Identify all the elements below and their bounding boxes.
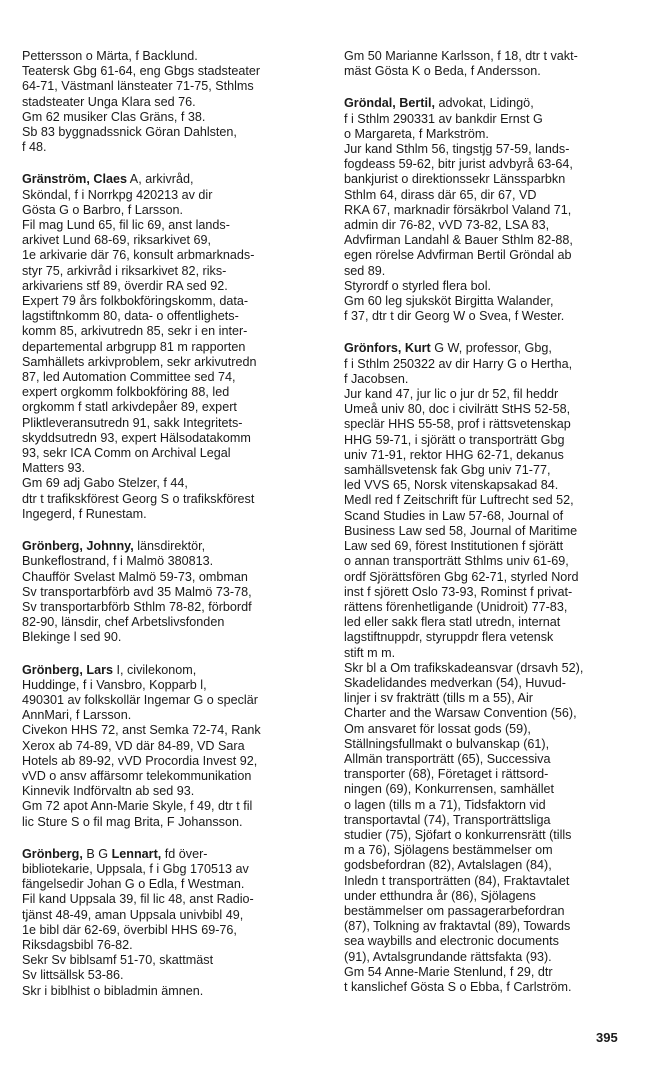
text-line: Allmän transporträtt (65), Successiva [344,751,551,766]
text-line: arkivariens stf 89, överdir RA sed 92. [22,278,228,293]
text-line: Riksdagsbibl 76-82. [22,937,133,952]
text-line: AnnMari, f Larsson. [22,708,132,723]
text-line: 1e bibl där 62-69, överbibl HHS 69-76, [22,922,237,937]
text-line: Inledn t transporträtten (84), Fraktavtalet [344,873,570,888]
text-line: dtr t trafikskförest Georg S o trafikskförest [22,491,255,506]
text-line: Gm 69 adj Gabo Stelzer, f 44, [22,476,188,491]
text-line: t kanslichef Gösta S o Ebba, f Carlström. [344,979,572,994]
text-line: RKA 67, marknadir försäkrbol Valand 71, [344,202,572,217]
entry-gronfors-kurt [344,341,630,995]
text-line: tjänst 48-49, aman Uppsala univbibl 49, [22,907,244,922]
entry-heading [22,663,308,678]
text-line: Kinnevik Indförvaltn ab sed 93. [22,784,195,799]
entry-heading-rest: fd över- [161,846,208,861]
entry-heading-rest: länsdirektör, [133,539,206,554]
text-line: Sthlm 64, dirass där 65, dir 67, VD [344,187,537,202]
text-line: Fil mag Lund 65, fil lic 69, anst lands- [22,218,230,233]
entry-text [22,847,308,999]
text-line: Sv transportarbförb avd 35 Malmö 73-78, [22,584,252,599]
entry-heading-rest: G W, professor, Gbg, [430,341,552,356]
entry-gronberg-lennart [22,847,308,999]
text-line: (91), Avtalsgrundande rättsfakta (93). [344,949,552,964]
text-line: led VVS 65, Norsk vitenskapsakad 84. [344,478,559,493]
text-line: fogdeass 59-62, bitr jurist advbyrå 63-64, [344,157,573,172]
entry-continuation-pettersson [22,49,308,155]
text-line: Law sed 69, förest Institutionen f sjörätt [344,539,564,554]
text-line: Gm 60 leg sjuksköt Birgitta Walander, [344,294,554,309]
text-line: bibliotekarie, Uppsala, f i Gbg 170513 av [22,861,249,876]
text-line: skyddsutredn 93, expert Hälsodatakomm [22,430,251,445]
entry-text [344,49,630,79]
text-line: expert orgkomm folkbokföring 88, led [22,385,230,400]
text-line: o Margareta, f Markström. [344,126,489,141]
entry-heading [22,172,308,187]
entry-heading-rest: advokat, Lidingö, [434,96,534,111]
entry-name: Grönberg, Lars [22,662,113,677]
text-line: ordf Sjörättsfören Gbg 62-71, styrled Nord [344,569,579,584]
text-line: Civekon HHS 72, anst Semka 72-74, Rank [22,723,261,738]
text-line: godsbefordran (82), Avtalslagen (84), [344,858,552,873]
text-line: 87, led Automation Committee sed 74, [22,370,236,385]
text-line: lic Sture S o fil mag Brita, F Johansson. [22,814,243,829]
text-line: Skadelidandes medverkan (54), Huvud- [344,675,566,690]
text-line: f 37, dtr t dir Georg W o Svea, f Wester. [344,309,565,324]
entry-heading-rest: I, civilekonom, [112,662,197,677]
text-line: Charter and the Warsaw Convention (56), [344,706,577,721]
text-line: Scand Studies in Law 57-68, Journal of [344,508,564,523]
text-line: Umeå univ 80, doc i civilrätt StHS 52-58, [344,402,571,417]
text-line: Ställningsfullmakt o bulvanskap (61), [344,736,550,751]
entry-heading [22,539,308,554]
text-line: egen rörelse Advfirman Bertil Gröndal ab [344,248,572,263]
text-line: Blekinge l sed 90. [22,630,122,645]
text-line: lagstiftnkomm 80, data- o offentlighets- [22,309,239,324]
text-line: fängelsedir Johan G o Edla, f Westman. [22,877,245,892]
text-line: Fil kand Uppsala 39, fil lic 48, anst Radio- [22,892,254,907]
entry-text [22,49,308,155]
text-line: f i Sthlm 290331 av bankdir Ernst G [344,111,543,126]
text-line: Om ansvaret för lossat gods (59), [344,721,531,736]
entry-heading [344,341,630,356]
text-line: speclär HHS 55-58, prof i rättsvetenskap [344,417,571,432]
entry-heading-rest: A, arkivråd, [127,172,194,187]
entry-text [22,663,308,830]
text-line: HHG 59-71, i sjörätt o transporträtt Gbg [344,432,565,447]
text-line: Sv littsällsk 53-86. [22,968,124,983]
entry-text [344,341,630,995]
text-line: sed 89. [344,263,386,278]
text-line: arkivet Lund 68-69, riksarkivet 69, [22,233,211,248]
entry-name: Grönberg, Johnny, [22,539,134,554]
text-line: o lagen (tills m a 71), Tidsfaktorn vid [344,797,546,812]
text-line: Gm 54 Anne-Marie Stenlund, f 29, dtr [344,964,553,979]
text-line: 64-71, Västmanl länsteater 71-75, Sthlms [22,79,254,94]
text-line: Jur kand 47, jur lic o jur dr 52, fil heddr [344,387,559,402]
text-line: f 48. [22,140,47,155]
text-line: transporter (68), Företaget i rättsord- [344,767,549,782]
entry-name: Grönfors, Kurt [344,341,431,356]
text-line: komm 85, arkivutredn 85, sekr i en inter- [22,324,248,339]
entry-granstrom-claes [22,172,308,522]
text-line: Styrordf o styrled flera bol. [344,278,491,293]
text-line: linjer i sv frakträtt (tills m a 55), Air [344,691,533,706]
text-line: Xerox ab 74-89, VD där 84-89, VD Sara [22,738,245,753]
text-line: Matters 93. [22,461,85,476]
text-line: bestämmelser om passagerarbefordran [344,903,565,918]
text-line: ningen (69), Konkurrensen, samhället [344,782,555,797]
text-line: stadsteater Unga Klara sed 76. [22,94,196,109]
text-line: Sb 83 byggnadssnick Göran Dahlsten, [22,125,237,140]
entry-heading [344,96,630,111]
text-line: mäst Gösta K o Beda, f Andersson. [344,64,541,79]
page-number: 395 [596,1030,618,1045]
text-line: m a 76), Sjölagens bestämmelser om [344,843,553,858]
text-line: styr 75, arkivråd i riksarkivet 82, riks- [22,263,227,278]
text-line: 1e arkivarie där 76, konsult arbmarknads- [22,248,255,263]
text-line: 82-90, länsdir, chef Arbetslivsfonden [22,615,225,630]
text-line: o annan transporträtt Sthlms univ 61-69, [344,554,569,569]
text-line: Gm 72 apot Ann-Marie Skyle, f 49, dtr t fil [22,799,253,814]
text-line: 93, sekr ICA Comm on Archival Legal [22,446,231,461]
entry-continuation-lennart [344,49,630,79]
text-line: Gösta G o Barbro, f Larsson. [22,202,183,217]
left-column [22,49,308,1016]
text-line: sea waybills and electronic documents [344,934,559,949]
text-line: inst f sjörett Oslo 73-93, Rominst f privat- [344,584,573,599]
entry-name: Gränström, Claes [22,172,127,187]
text-line: Skr bl a Om trafikskadeansvar (drsavh 52), [344,660,584,675]
entry-text [22,539,308,645]
text-line: admin dir 76-82, vVD 73-82, LSA 83, [344,218,550,233]
entry-text [344,96,630,324]
text-line: transportavtal (74), Transporträttsliga [344,812,551,827]
text-line: Sköndal, f i Norrkpg 420213 av dir [22,187,213,202]
text-line: Jur kand Sthlm 56, tingstjg 57-59, lands- [344,142,570,157]
text-line: Expert 79 års folkbokföringskomm, data- [22,294,249,309]
text-line: f Jacobsen. [344,371,409,386]
text-line: orgkomm f statl arkivdepåer 89, expert [22,400,237,415]
text-line: (87), Tolkning av fraktavtal (89), Towards [344,919,571,934]
entry-gronberg-johnny [22,539,308,645]
text-line: rättens förenhetligande (Unidroit) 77-83, [344,599,568,614]
text-line: Advfirman Landahl & Bauer Sthlm 82-88, [344,233,573,248]
text-line: Samhällets arkivproblem, sekr arkivutredn [22,354,257,369]
text-line: lagstiftnuppdr, styruppdr flera vetensk [344,630,554,645]
entry-name: Grönberg, [22,846,83,861]
entry-name-given: Lennart, [111,846,162,861]
text-line: univ 71-91, rektor HHG 62-71, dekanus [344,447,564,462]
text-line: studier (75), Sjöfart o konkurrensrätt (tills [344,827,572,842]
text-line: samhällsvetensk fak Gbg univ 71-77, [344,463,551,478]
text-line: 490301 av folkskollär Ingemar G o speclär [22,692,258,707]
text-line: Bunkeflostrand, f i Malmö 380813. [22,554,214,569]
text-line: Pliktleveransutredn 91, sakk Integritets- [22,415,243,430]
text-line: f i Sthlm 250322 av dir Harry G o Hertha, [344,356,573,371]
text-line: vVD o ansv affärsomr telekommunikation [22,768,252,783]
text-line: Chaufför Svelast Malmö 59-73, ombman [22,569,248,584]
entry-gronberg-lars [22,663,308,830]
entry-grondal-bertil [344,96,630,324]
text-line: Hotels ab 89-92, vVD Procordia Invest 92, [22,753,258,768]
text-line: led eller sakk flera statl utredn, internat [344,615,561,630]
text-line: Medl red f Zeitschrift für Luftrecht sed 52, [344,493,574,508]
text-line: Gm 62 musiker Clas Gräns, f 38. [22,109,206,124]
text-line: Huddinge, f i Vansbro, Kopparb l, [22,677,207,692]
text-line: Sv transportarbförb Sthlm 78-82, förbordf [22,599,252,614]
entry-heading-mid: B G [82,846,112,861]
text-line: Business Law sed 58, Journal of Maritime [344,523,578,538]
text-line: Ingegerd, f Runestam. [22,506,147,521]
entry-text [22,172,308,522]
text-line: Sekr Sv biblsamf 51-70, skattmäst [22,953,214,968]
text-line: departemental arbgrupp 81 m rapporten [22,339,246,354]
text-line: under etthundra år (86), Sjölagens [344,888,536,903]
text-line: Gm 50 Marianne Karlsson, f 18, dtr t vakt- [344,49,578,63]
text-line: bankjurist o direktionssekr Länssparbkn [344,172,566,187]
text-line: stift m m. [344,645,396,660]
entry-name: Gröndal, Bertil, [344,96,435,111]
text-line: Teatersk Gbg 61-64, eng Gbgs stadsteater [22,64,261,79]
right-column [344,49,630,1012]
entry-heading [22,847,308,862]
text-line: Pettersson o Märta, f Backlund. [22,49,198,63]
text-line: Skr i biblhist o bibladmin ämnen. [22,983,204,998]
